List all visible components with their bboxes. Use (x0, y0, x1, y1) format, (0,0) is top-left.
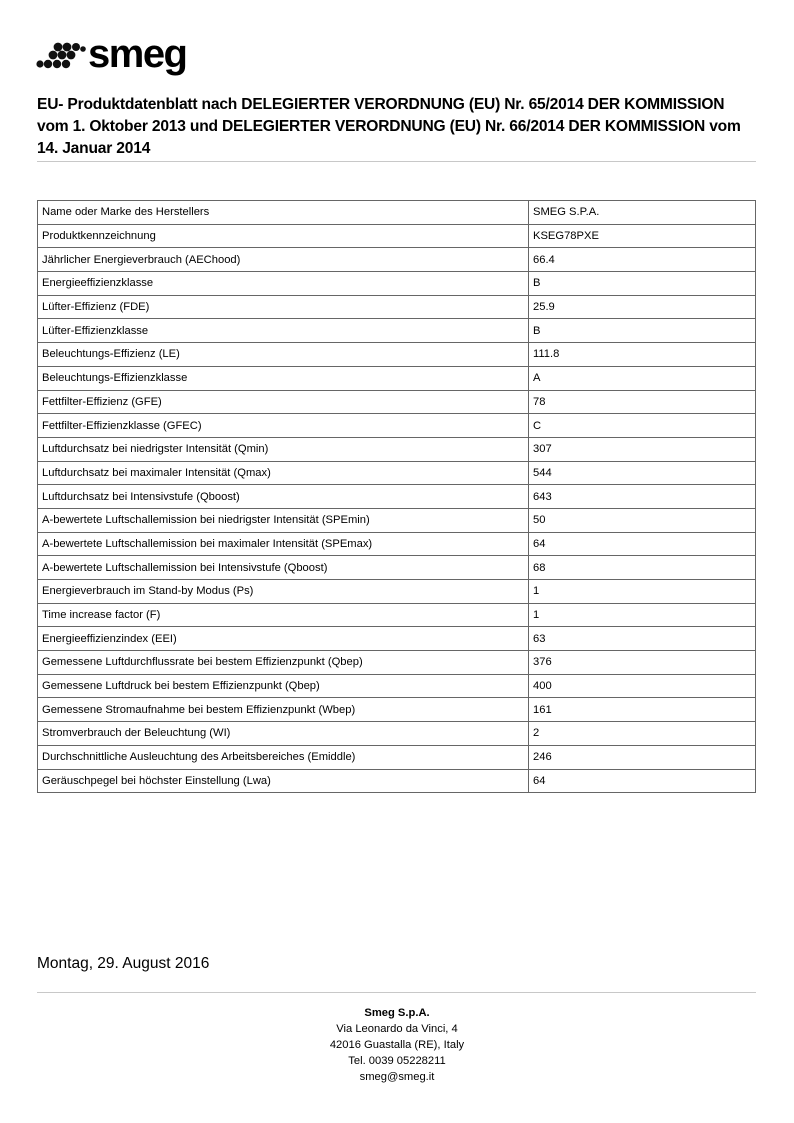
row-label: Geräuschpegel bei höchster Einstellung (Lwa) (38, 769, 529, 793)
row-label: Durchschnittliche Ausleuchtung des Arbeitsbereiches (Emiddle) (38, 745, 529, 769)
row-label: Luftdurchsatz bei niedrigster Intensität (Qmin) (38, 437, 529, 461)
row-label: Luftdurchsatz bei Intensivstufe (Qboost) (38, 485, 529, 509)
table-row (38, 556, 756, 580)
footer-email: smeg@smeg.it (359, 1071, 435, 1083)
document-date: Montag, 29. August 2016 (37, 955, 210, 972)
row-value: 400 (529, 674, 756, 698)
row-label: Energieeffizienzklasse (38, 272, 529, 296)
row-value: 643 (529, 485, 756, 509)
row-label: Fettfilter-Effizienzklasse (GFEC) (38, 414, 529, 438)
page-title: EU- Produktdatenblatt nach DELEGIERTER VERORDNUNG (EU) Nr. 65/2014 DER KOMMISSION vom 1. Oktober 2013 und DELEGIERTER VERORDNUNG (EU) Nr. 66/2014 DER KOMMISSION vom 14. Januar 2014 (37, 96, 741, 157)
table-row (38, 461, 756, 485)
row-label: Gemessene Stromaufnahme bei bestem Effizienzpunkt (Wbep) (38, 698, 529, 722)
table-row (38, 508, 756, 532)
row-value: 50 (529, 508, 756, 532)
footer-address-line1: Via Leonardo da Vinci, 4 (336, 1023, 458, 1035)
row-label: Energieverbrauch im Stand-by Modus (Ps) (38, 580, 529, 604)
row-label: Time increase factor (F) (38, 603, 529, 627)
table-row (38, 248, 756, 272)
row-value: B (529, 319, 756, 343)
row-value: 78 (529, 390, 756, 414)
row-value: A (529, 366, 756, 390)
table-row (38, 437, 756, 461)
table-row (38, 319, 756, 343)
product-data-table (37, 200, 756, 793)
row-label: Lüfter-Effizienzklasse (38, 319, 529, 343)
row-label: Gemessene Luftdruck bei bestem Effizienzpunkt (Qbep) (38, 674, 529, 698)
row-value: 64 (529, 769, 756, 793)
footer-company: Smeg S.p.A. (364, 1007, 430, 1019)
header-divider (37, 161, 756, 162)
row-value: 63 (529, 627, 756, 651)
row-value: 1 (529, 580, 756, 604)
row-value: 376 (529, 651, 756, 675)
row-label: Beleuchtungs-Effizienz (LE) (38, 343, 529, 367)
table-row (38, 485, 756, 509)
row-value: 25.9 (529, 295, 756, 319)
table-row (38, 698, 756, 722)
table-row (38, 295, 756, 319)
row-value: 1 (529, 603, 756, 627)
row-value: 2 (529, 722, 756, 746)
row-value: 307 (529, 437, 756, 461)
row-label: A-bewertete Luftschallemission bei maximaler Intensität (SPEmax) (38, 532, 529, 556)
footer-phone: Tel. 0039 05228211 (348, 1055, 446, 1067)
row-value: 111.8 (529, 343, 756, 367)
table-row (38, 201, 756, 225)
row-label: Fettfilter-Effizienz (GFE) (38, 390, 529, 414)
row-label: Stromverbrauch der Beleuchtung (WI) (38, 722, 529, 746)
table-row (38, 603, 756, 627)
row-value: 64 (529, 532, 756, 556)
row-value: SMEG S.P.A. (529, 201, 756, 225)
table-row (38, 580, 756, 604)
row-label: Name oder Marke des Herstellers (38, 201, 529, 225)
row-label: Energieeffizienzindex (EEI) (38, 627, 529, 651)
row-value: 161 (529, 698, 756, 722)
table-row (38, 745, 756, 769)
smeg-logo (36, 30, 187, 76)
table-row (38, 224, 756, 248)
table-row (38, 651, 756, 675)
row-label: Lüfter-Effizienz (FDE) (38, 295, 529, 319)
table-row (38, 627, 756, 651)
table-row (38, 390, 756, 414)
row-label: A-bewertete Luftschallemission bei Intensivstufe (Qboost) (38, 556, 529, 580)
table-row (38, 272, 756, 296)
row-value: 68 (529, 556, 756, 580)
table-row (38, 414, 756, 438)
row-value: 66.4 (529, 248, 756, 272)
row-value: C (529, 414, 756, 438)
table-row (38, 532, 756, 556)
row-label: Jährlicher Energieverbrauch (AEChood) (38, 248, 529, 272)
row-value: 544 (529, 461, 756, 485)
table-row (38, 343, 756, 367)
logo-wordmark: smeg (88, 32, 187, 76)
table-row (38, 674, 756, 698)
row-label: A-bewertete Luftschallemission bei niedrigster Intensität (SPEmin) (38, 508, 529, 532)
row-label: Gemessene Luftdurchflussrate bei bestem Effizienzpunkt (Qbep) (38, 651, 529, 675)
row-value: 246 (529, 745, 756, 769)
logo-dots-icon (36, 40, 86, 70)
row-label: Beleuchtungs-Effizienzklasse (38, 366, 529, 390)
row-value: KSEG78PXE (529, 224, 756, 248)
table-row (38, 769, 756, 793)
row-label: Luftdurchsatz bei maximaler Intensität (Qmax) (38, 461, 529, 485)
row-value: B (529, 272, 756, 296)
footer-address-line2: 42016 Guastalla (RE), Italy (329, 1039, 465, 1051)
footer-divider (37, 992, 756, 993)
table-row (38, 366, 756, 390)
row-label: Produktkennzeichnung (38, 224, 529, 248)
footer (0, 1005, 794, 1085)
table-row (38, 722, 756, 746)
